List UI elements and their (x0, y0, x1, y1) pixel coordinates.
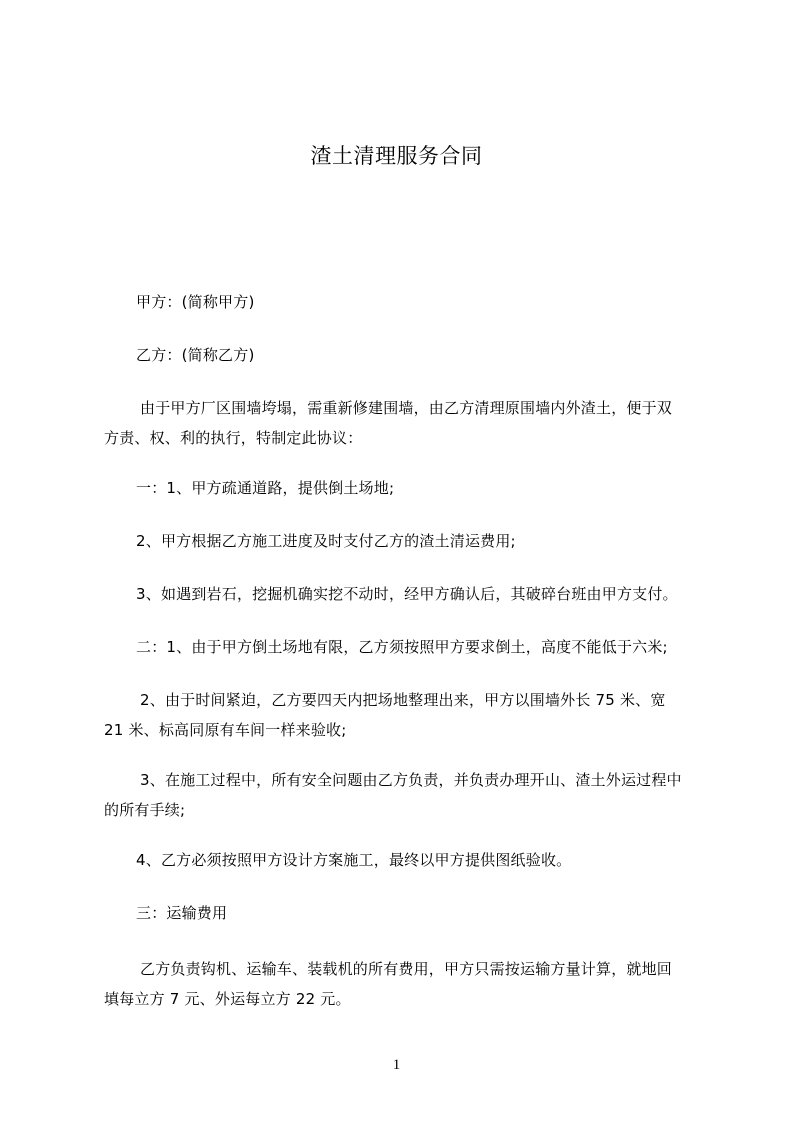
paragraph-line: 二：1、由于甲方倒土场地有限，乙方须按照甲方要求倒土，高度不能低于六米; (136, 638, 668, 656)
contract-title: 渣土清理服务合同 (310, 144, 483, 168)
preamble-paragraph (104, 393, 702, 453)
paragraph-line: 一：1、甲方疏通道路，提供倒土场地; (136, 479, 395, 497)
paragraph-line: 方责、权、利的执行，特制定此协议： (104, 429, 363, 447)
clause-1-3-paragraph (104, 579, 702, 609)
paragraph-line: 2、甲方根据乙方施工进度及时支付乙方的渣土清运费用; (136, 532, 516, 550)
paragraph-line: 21 米、标高同原有车间一样来验收; (104, 721, 347, 739)
party-b-paragraph (104, 340, 702, 370)
clause-2-2-paragraph (104, 685, 702, 745)
clause-1-2-paragraph (104, 526, 702, 556)
clause-2-1-paragraph (104, 632, 702, 662)
paragraph-line: 乙方负责钩机、运输车、装载机的所有费用，甲方只需按运输方量计算，就地回 (140, 960, 673, 978)
paragraph-line: 2、由于时间紧迫，乙方要四天内把场地整理出来，甲方以围墙外长 75 米、宽 (140, 691, 666, 709)
paragraph-line: 乙方：(简称乙方) (136, 346, 255, 364)
paragraph-line: 填每立方 7 元、外运每立方 22 元。 (104, 990, 351, 1008)
paragraph-line: 3、在施工过程中，所有安全问题由乙方负责，并负责办理开山、渣土外运过程中 (140, 771, 682, 789)
paragraph-line: 由于甲方厂区围墙垮塌，需重新修建围墙，由乙方清理原围墙内外渣土，便于双 (140, 399, 673, 417)
party-a-paragraph (104, 287, 702, 317)
section-3-heading (104, 898, 702, 928)
paragraph-line: 4、乙方必须按照甲方设计方案施工，最终以甲方提供图纸验收。 (136, 851, 572, 869)
page-number: 1 (392, 1057, 401, 1073)
paragraph-line: 的所有手续; (104, 801, 186, 819)
paragraph-line: 3、如遇到岩石，挖掘机确实挖不动时，经甲方确认后，其破碎台班由甲方支付。 (136, 585, 678, 603)
clause-2-3-paragraph (104, 765, 702, 825)
clause-2-4-paragraph (104, 845, 702, 875)
clause-1-1-paragraph (104, 473, 702, 503)
transport-fee-paragraph (104, 954, 702, 1014)
paragraph-line: 三：运输费用 (136, 904, 228, 922)
paragraph-line: 甲方：(简称甲方) (136, 293, 255, 311)
